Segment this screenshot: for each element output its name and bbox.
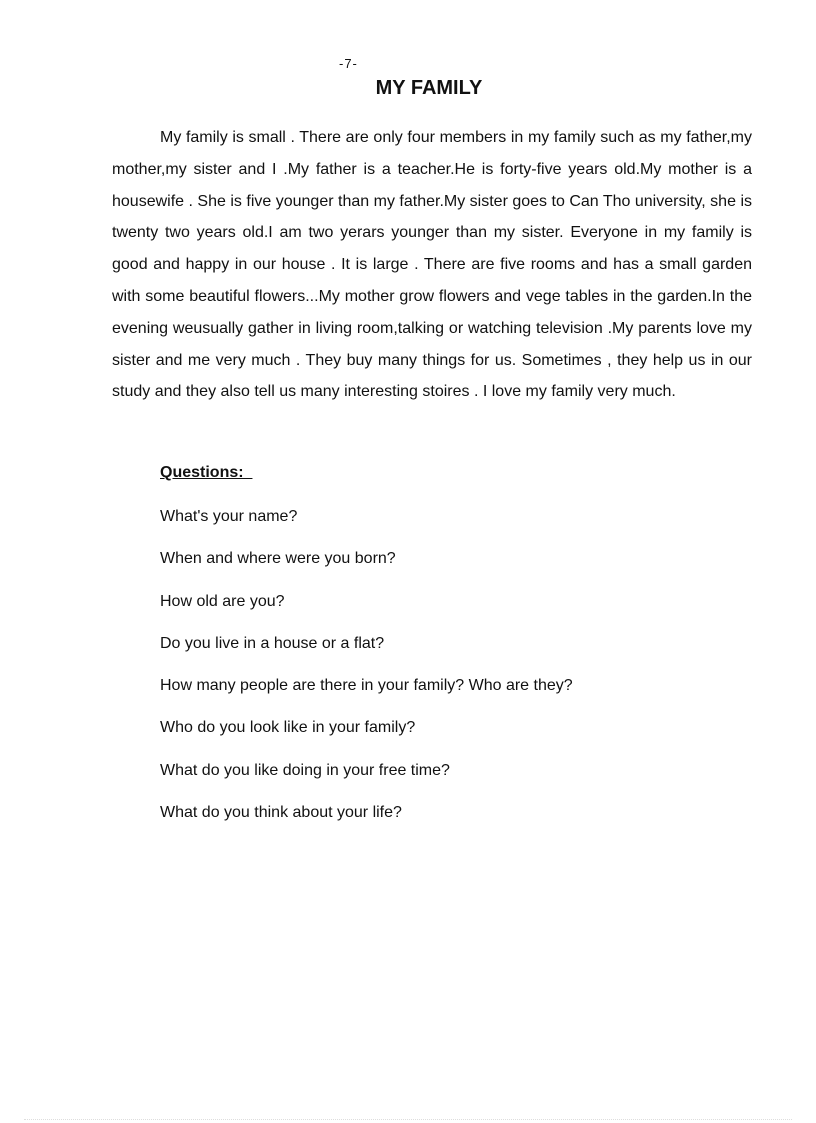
page-number: -7- xyxy=(339,56,358,71)
question-item: Who do you look like in your family? xyxy=(160,719,416,737)
question-item: Do you live in a house or a flat? xyxy=(160,634,385,652)
essay-paragraph: My family is small . There are only four members in my family such as my father,my mother,my sister and I .My father is a teacher.He is forty-five years old.My mother is a housewife . She is five younger than my father.My sister goes to Can Tho university, she is twenty two years old.I am two yerars younger than my sister. Everyone in my family is good and happy in our house . It is large . There are five rooms and has a small garden with some beautiful flowers...My mother grow flowers and vege tables in the garden.In the evening weusually gather in living room,talking or watching television .My parents love my sister and me very much . They buy many things for us. Sometimes , they help us in our study and they also tell us many interesting stoires . I love my family very much. xyxy=(112,129,752,401)
question-item: When and where were you born? xyxy=(160,550,396,568)
questions-list xyxy=(160,505,573,843)
page-title: MY FAMILY xyxy=(375,77,483,99)
question-item: What do you think about your life? xyxy=(160,804,402,822)
question-item: How old are you? xyxy=(160,592,285,610)
question-item: What do you like doing in your free time? xyxy=(160,761,450,779)
question-item: What's your name? xyxy=(160,508,298,525)
question-item: How many people are there in your family? Who are they? xyxy=(160,677,573,695)
page-bottom-divider xyxy=(24,1119,792,1120)
questions-heading: Questions: xyxy=(160,464,253,481)
